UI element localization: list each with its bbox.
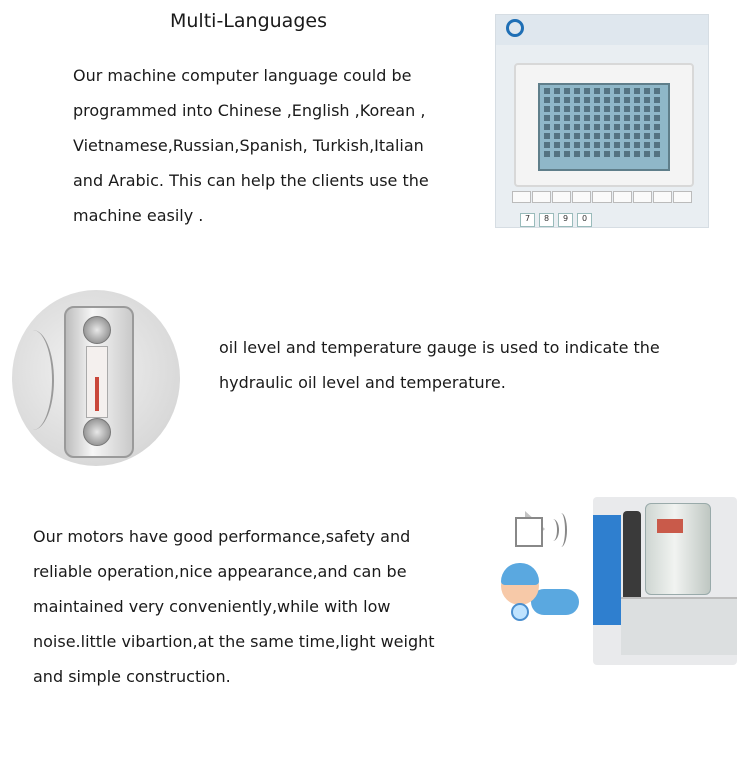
wire-decoration [12,330,54,430]
text-line: Vietnamese,Russian,Spanish, Turkish,Italian [73,136,424,155]
text-line: and Arabic. This can help the clients use the [73,171,429,190]
lcd-screen [538,83,670,171]
text-line: noise.little vibartion,at the same time,light weight [33,632,435,651]
key-8: 8 [539,213,554,227]
text-line: Our machine computer language could be [73,66,412,85]
oil-level-gauge-image [12,290,180,466]
sound-wave-icon [555,513,567,547]
screw-top [83,316,111,344]
text-line: maintained very conveniently,while with low [33,597,391,616]
text-line: Our motors have good performance,safety and [33,527,411,546]
key-9: 9 [558,213,573,227]
multi-languages-description [73,58,473,233]
gauge-tube [86,346,108,418]
speaker-box [515,517,543,547]
control-panel-image [495,14,709,228]
key-0: 0 [577,213,592,227]
text-line: and simple construction. [33,667,231,686]
text-line: reliable operation,nice appearance,and can be [33,562,407,581]
oil-gauge-description [219,330,679,400]
motor-image [485,497,737,667]
panel-header [496,15,708,45]
motor-description [33,519,453,694]
text-line: oil level and temperature gauge is used to indicate the [219,338,660,357]
function-keys [512,191,692,203]
key-7: 7 [520,213,535,227]
motor-unit [593,497,737,665]
text-line: machine easily . [73,206,204,225]
screw-bottom [83,418,111,446]
sleeping-baby-icon [487,563,582,623]
text-line: hydraulic oil level and temperature. [219,373,506,392]
number-keys [520,213,592,227]
text-line: programmed into Chinese ,English ,Korean , [73,101,426,120]
section-title-multi-languages: Multi-Languages [170,10,327,32]
gear-logo-icon [506,19,524,37]
screen-bezel [514,63,694,187]
